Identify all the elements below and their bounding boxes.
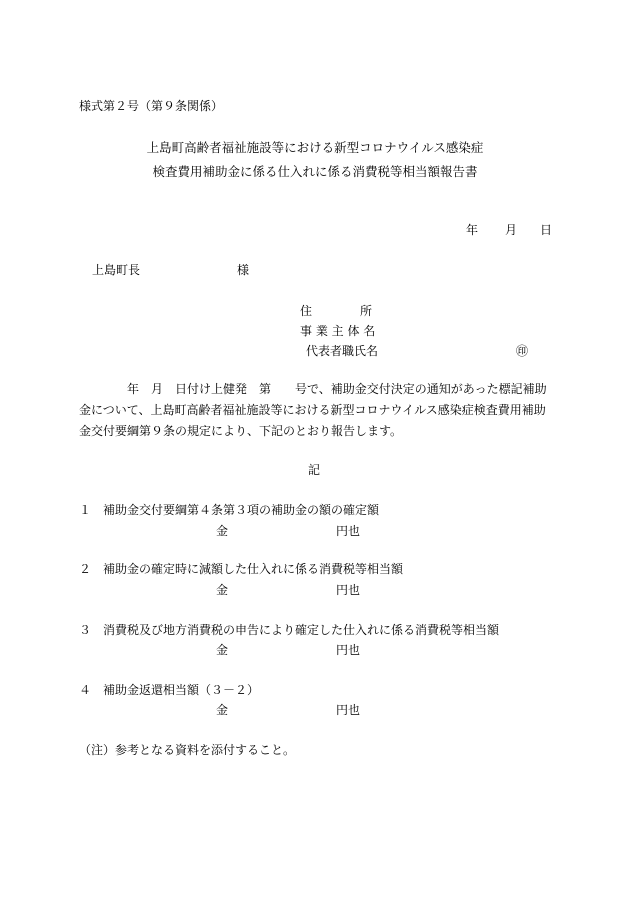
seal-mark: ㊞ <box>516 344 529 358</box>
item-3-yen: 円也 <box>336 643 361 657</box>
item-3-kin: 金 <box>216 643 229 657</box>
date-month: 月 <box>505 223 518 237</box>
business-entity-label: 事 業 主 体 名 <box>300 324 376 338</box>
report-body-line1: 年 月 日付け上健発 第 号で、補助金交付決定の通知があった標記補助 <box>79 382 547 396</box>
item-2-label: ２ 補助金の確定時に減額した仕入れに係る消費税等相当額 <box>79 562 404 576</box>
item-4-label: ４ 補助金返還相当額（３－２） <box>79 683 260 697</box>
addressee-honorific: 様 <box>237 263 250 277</box>
item-2-yen: 円也 <box>336 583 361 597</box>
item-2-kin: 金 <box>216 583 229 597</box>
item-4-kin: 金 <box>216 703 229 717</box>
date-day: 日 <box>540 223 553 237</box>
document-title-line2: 検査費用補助金に係る仕入れに係る消費税等相当額報告書 <box>152 164 478 179</box>
document-title-line1: 上島町高齢者福祉施設等における新型コロナウイルス感染症 <box>146 140 484 155</box>
form-label: 様式第２号（第９条関係） <box>79 99 224 113</box>
addressee-name: 上島町長 <box>92 263 141 277</box>
item-1-label: １ 補助金交付要綱第４条第３項の補助金の額の確定額 <box>79 503 380 517</box>
report-body-line3: 金交付要綱第９条の規定により、下記のとおり報告します。 <box>79 424 403 438</box>
ki-heading: 記 <box>308 463 321 477</box>
report-body <box>79 379 553 442</box>
item-1-yen: 円也 <box>336 524 361 538</box>
note: （注）参考となる資料を添付すること。 <box>79 743 296 757</box>
representative-label: 代表者職氏名 <box>306 344 379 358</box>
date-year: 年 <box>466 223 479 237</box>
address-label: 住 所 <box>300 304 373 318</box>
item-1-kin: 金 <box>216 524 229 538</box>
report-body-line2: 金について、上島町高齢者福祉施設等における新型コロナウイルス感染症検査費用補助 <box>79 403 546 417</box>
item-4-yen: 円也 <box>336 703 361 717</box>
item-3-label: ３ 消費税及び地方消費税の申告により確定した仕入れに係る消費税等相当額 <box>79 623 500 637</box>
